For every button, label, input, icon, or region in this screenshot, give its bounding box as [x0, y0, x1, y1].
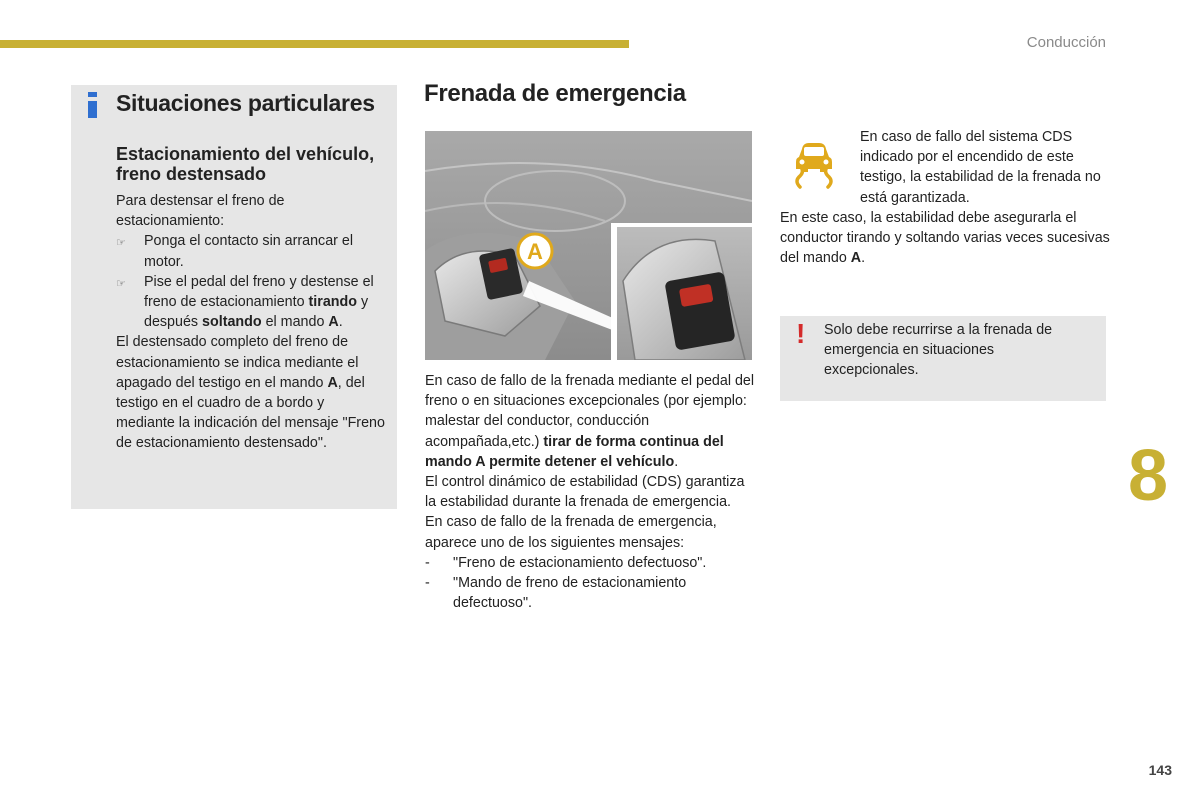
section-name: Conducción [1026, 34, 1106, 51]
figure-label-a: A [527, 239, 543, 264]
dash-bullet: - [425, 575, 430, 592]
pointing-hand-icon: ☞ [116, 277, 126, 290]
stability-paragraph: En este caso, la estabilidad debe asegurarla el conductor tirando y soltando varias veces sucesivas del mando A. [780, 210, 1110, 267]
info-intro: Para destensar el freno de estacionamiento: [116, 193, 285, 230]
list-item [425, 573, 755, 613]
info-paragraph: El destensado completo del freno de estacionamiento se indica mediante el apagado del testigo en el mando A, del testigo en el cuadro de a bordo y mediante la indicación del mensaje "Freno de estacionamiento destensado". [116, 334, 385, 452]
bullet-text: Pise el pedal del freno y destense el freno de estacionamiento tirando y después soltando el mando A. [144, 273, 374, 331]
parking-brake-figure [425, 131, 752, 360]
paragraph: En caso de fallo de la frenada de emergencia, aparece uno de los siguientes mensajes: [425, 514, 717, 551]
header-accent-bar [0, 40, 629, 48]
info-title: Situaciones particulares [116, 90, 375, 116]
paragraph: El control dinámico de estabilidad (CDS) garantiza la estabilidad durante la frenada de emergencia. [425, 474, 745, 511]
pointing-hand-icon: ☞ [116, 237, 126, 250]
middle-body [425, 371, 755, 613]
section-heading: Frenada de emergencia [424, 80, 686, 107]
chapter-number: 8 [1128, 436, 1169, 516]
info-icon [86, 92, 100, 120]
skid-warning-icon [791, 141, 837, 189]
dash-bullet: - [425, 554, 430, 571]
message-text: "Freno de estacionamiento defectuoso". [453, 554, 707, 571]
list-item [425, 553, 755, 573]
page-number: 143 [1148, 762, 1172, 778]
info-body [116, 191, 386, 454]
cds-paragraph: En caso de fallo del sistema CDS indicado por el encendido de este testigo, la estabilidad de la frenada no está garantizada. [860, 129, 1101, 206]
message-text: "Mando de freno de estacionamiento defectuoso". [453, 575, 687, 612]
warning-text: Solo debe recurrirse a la frenada de emergencia en situaciones excepcionales. [824, 322, 1053, 379]
bullet-text: Ponga el contacto sin arrancar el motor. [144, 233, 354, 270]
list-item [116, 231, 386, 271]
paragraph: En caso de fallo de la frenada mediante el pedal del freno o en situaciones excepcionales (por ejemplo: malestar del conductor, conducción acompañada,etc.) tirar de forma continua del mando A permite detener el vehículo. [425, 373, 755, 470]
list-item [116, 272, 386, 333]
info-subtitle: Estacionamiento del vehículo, freno destensado [116, 144, 375, 184]
exclamation-warning-icon: ! [796, 318, 806, 349]
